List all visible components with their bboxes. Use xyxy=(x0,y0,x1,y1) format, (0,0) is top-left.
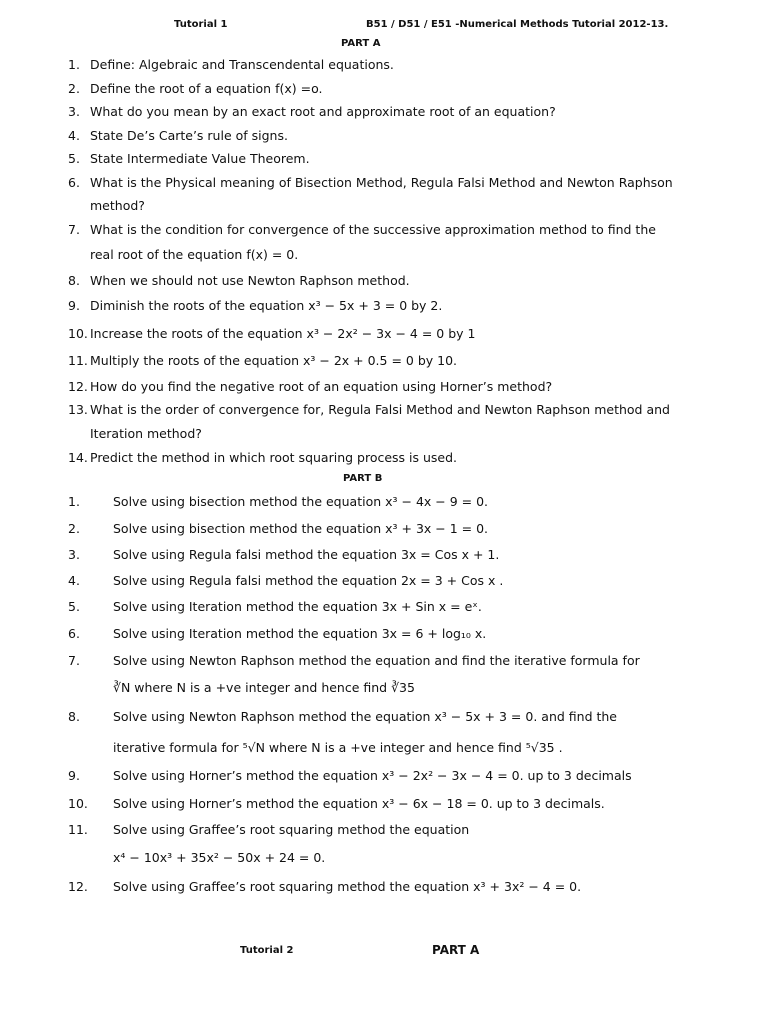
item-text: Solve using Regula falsi method the equation 2x = 3 + Cos x . xyxy=(113,573,504,588)
part-b-heading: PART B xyxy=(343,473,383,484)
item-text: Define: Algebraic and Transcendental equations. xyxy=(90,57,394,72)
item-number: 1. xyxy=(68,57,80,72)
item-number: 14. xyxy=(68,450,88,465)
item-text: When we should not use Newton Raphson method. xyxy=(90,273,410,288)
item-text: Solve using bisection method the equation x³ + 3x − 1 = 0. xyxy=(113,521,489,536)
item-text: How do you find the negative root of an equation using Horner’s method? xyxy=(90,379,553,394)
item-number: 5. xyxy=(68,151,80,166)
part-a-heading: PART A xyxy=(341,38,381,49)
item-number: 9. xyxy=(68,298,80,313)
footer-tutorial-label: Tutorial 2 xyxy=(240,945,294,956)
item-number: 2. xyxy=(68,521,80,536)
item-number: 12. xyxy=(68,379,88,394)
item-number: 11. xyxy=(68,822,88,837)
item-text: State De’s Carte’s rule of signs. xyxy=(90,128,288,143)
item-text-continuation: ∛N where N is a +ve integer and hence find ∛35 xyxy=(113,680,415,695)
item-text: State Intermediate Value Theorem. xyxy=(90,151,310,166)
item-text: What is the Physical meaning of Bisection Method, Regula Falsi Method and Newton Raphson xyxy=(90,175,673,190)
item-text: Solve using Newton Raphson method the equation x³ − 5x + 3 = 0. and find the xyxy=(113,709,617,724)
item-text: What do you mean by an exact root and approximate root of an equation? xyxy=(90,104,556,119)
item-text: What is the order of convergence for, Regula Falsi Method and Newton Raphson method and xyxy=(90,402,670,417)
header-tutorial-label: Tutorial 1 xyxy=(174,19,228,30)
item-number: 11. xyxy=(68,353,88,368)
item-number: 4. xyxy=(68,573,80,588)
item-text: Solve using Graffee’s root squaring method the equation xyxy=(113,822,470,837)
item-text-continuation: real root of the equation f(x) = 0. xyxy=(90,247,299,262)
item-number: 2. xyxy=(68,81,80,96)
item-number: 3. xyxy=(68,104,80,119)
item-number: 7. xyxy=(68,222,80,237)
item-number: 3. xyxy=(68,547,80,562)
item-text: Solve using Horner’s method the equation x³ − 2x² − 3x − 4 = 0. up to 3 decimals xyxy=(113,768,632,783)
item-text: Solve using Regula falsi method the equation 3x = Cos x + 1. xyxy=(113,547,500,562)
item-text: Solve using Graffee’s root squaring method the equation x³ + 3x² − 4 = 0. xyxy=(113,879,582,894)
item-number: 6. xyxy=(68,175,80,190)
item-text: Solve using Horner’s method the equation x³ − 6x − 18 = 0. up to 3 decimals. xyxy=(113,796,605,811)
item-text-continuation: iterative formula for ⁵√N where N is a +ve integer and hence find ⁵√35 . xyxy=(113,740,563,755)
item-number: 5. xyxy=(68,599,80,614)
item-text: What is the condition for convergence of the successive approximation method to find the xyxy=(90,222,656,237)
item-number: 6. xyxy=(68,626,80,641)
item-number: 8. xyxy=(68,273,80,288)
item-text-continuation: method? xyxy=(90,198,145,213)
item-number: 10. xyxy=(68,796,88,811)
item-number: 4. xyxy=(68,128,80,143)
item-number: 10. xyxy=(68,326,88,341)
item-text: Solve using Iteration method the equation 3x + Sin x = eˣ. xyxy=(113,599,482,614)
item-text: Multiply the roots of the equation x³ − 2x + 0.5 = 0 by 10. xyxy=(90,353,458,368)
item-text: Define the root of a equation f(x) =o. xyxy=(90,81,323,96)
item-number: 13. xyxy=(68,402,88,417)
item-text: Solve using Newton Raphson method the equation and find the iterative formula for xyxy=(113,653,640,668)
item-number: 1. xyxy=(68,494,80,509)
item-number: 8. xyxy=(68,709,80,724)
item-text: Increase the roots of the equation x³ − 2x² − 3x − 4 = 0 by 1 xyxy=(90,326,476,341)
item-text: Predict the method in which root squaring process is used. xyxy=(90,450,458,465)
item-number: 7. xyxy=(68,653,80,668)
item-number: 12. xyxy=(68,879,88,894)
item-text: Diminish the roots of the equation x³ − 5x + 3 = 0 by 2. xyxy=(90,298,443,313)
item-text-continuation: Iteration method? xyxy=(90,426,202,441)
item-text: Solve using bisection method the equation x³ − 4x − 9 = 0. xyxy=(113,494,489,509)
item-text-continuation: x⁴ − 10x³ + 35x² − 50x + 24 = 0. xyxy=(113,850,326,865)
footer-part-heading: PART A xyxy=(432,943,480,957)
header-course-title: B51 / D51 / E51 -Numerical Methods Tutorial 2012-13. xyxy=(366,19,669,30)
item-number: 9. xyxy=(68,768,80,783)
item-text: Solve using Iteration method the equation 3x = 6 + log₁₀ x. xyxy=(113,626,487,641)
